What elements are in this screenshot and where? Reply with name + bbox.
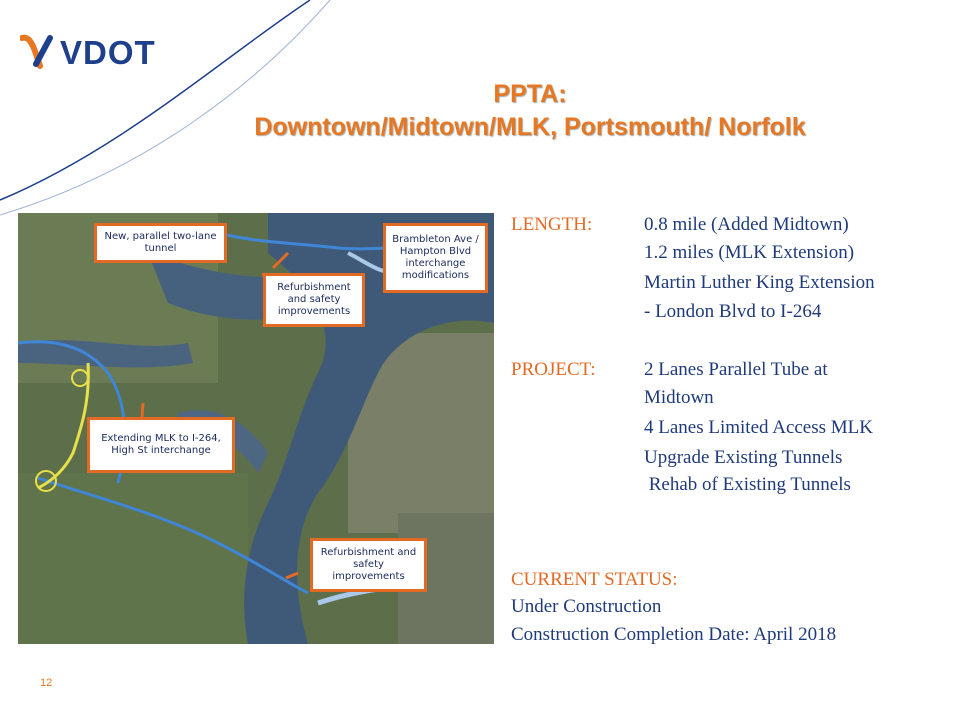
callout-parallel-tunnel: New, parallel two-lane tunnel: [94, 223, 227, 263]
status-label: CURRENT STATUS:: [511, 569, 678, 590]
page-number: 12: [40, 677, 53, 689]
project-info: [511, 212, 951, 652]
callout-refurbishment-north: Refurbishment and safety improvements: [263, 273, 365, 327]
title-line-1: PPTA:: [493, 80, 567, 108]
status-line: Under Construction: [511, 596, 662, 617]
project-line: Upgrade Existing Tunnels: [644, 447, 843, 468]
length-line: - London Blvd to I-264: [644, 301, 822, 322]
vdot-logo-text: VDOT: [60, 34, 156, 71]
project-line: 2 Lanes Parallel Tube at: [644, 359, 828, 380]
page-title: [150, 78, 910, 144]
length-line: 0.8 mile (Added Midtown): [644, 214, 849, 235]
vdot-logo-icon: [20, 32, 54, 72]
length-label: LENGTH:: [511, 214, 593, 235]
aerial-map: [18, 213, 494, 644]
callout-refurbishment-south: Refurbishment and safety improvements: [310, 538, 427, 592]
callout-brambleton-interchange: Brambleton Ave / Hampton Blvd interchange modifications: [383, 223, 488, 293]
project-line: 4 Lanes Limited Access MLK: [644, 417, 874, 438]
title-line-2: Downtown/Midtown/MLK, Portsmouth/ Norfolk: [254, 113, 806, 141]
length-line: Martin Luther King Extension: [644, 272, 875, 293]
length-line: 1.2 miles (MLK Extension): [644, 242, 855, 263]
vdot-logo: [20, 32, 160, 72]
callout-mlk-extension: Extending MLK to I-264, High St interchange: [87, 417, 235, 473]
project-label: PROJECT:: [511, 359, 596, 380]
status-line: Construction Completion Date: April 2018: [511, 624, 837, 645]
project-line: Rehab of Existing Tunnels: [644, 474, 851, 495]
project-line: Midtown: [644, 387, 714, 408]
